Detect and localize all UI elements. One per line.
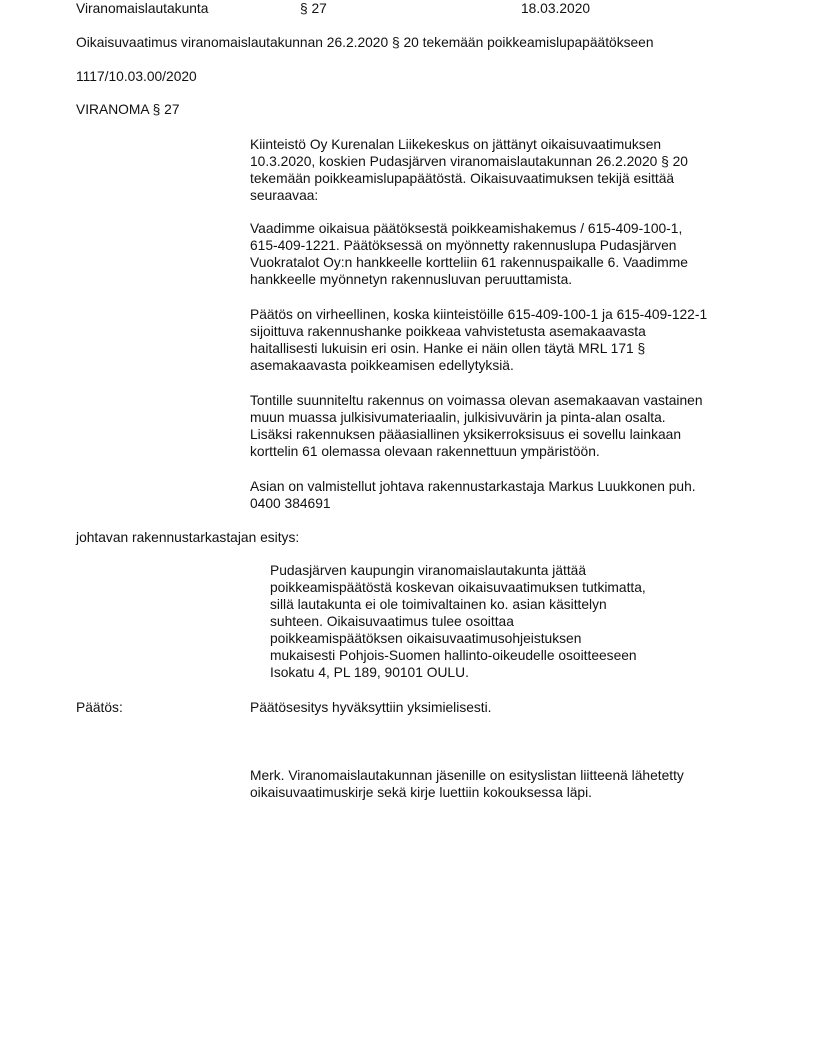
body-paragraph-4: Tontille suunniteltu rakennus on voimassa olevan asemakaavan vastainen muun muassa julkisivumateriaalin, julkisivuvärin ja pinta-alan osalta. Lisäksi rakennuksen pääasiallinen yksikerroksisuus ei sovellu lainkaan korttelin 61 olemassa olevaan rakennettuun ympäristöön. xyxy=(250,393,703,459)
decision-label: Päätös: xyxy=(76,700,123,715)
body-paragraph-2: Vaadimme oikaisua päätöksestä poikkeamishakemus / 615-409-100-1, 615-409-1221. Päätöksessä on myönnetty rakennuslupa Pudasjärven Vuokratalot Oy:n hankkeelle kortteliin 61 rakennuspaikalle 6. Vaadimme hankkeelle myönnetyn rakennusluvan peruuttamista. xyxy=(250,221,688,287)
header-section: § 27 xyxy=(300,1,327,16)
proposal-text: Pudasjärven kaupungin viranomaislautakunta jättää poikkeamispäätöstä koskevan oikaisuvaatimuksen tutkimatta, sillä lautakunta ei ole toimivaltainen ko. asian käsittelyn suhteen. Oikaisuvaatimus tulee osoittaa poikkeamispäätöksen oikaisuvaatimusohjeistuksen mukaisesti Pohjois-Suomen hallinto-oikeudelle osoitteeseen Isokatu 4, PL 189, 90101 OULU. xyxy=(270,563,646,680)
decision-text: Päätösesitys hyväksyttiin yksimielisesti. xyxy=(250,700,492,715)
note-text: Merk. Viranomaislautakunnan jäsenille on esityslistan liitteenä lähetetty oikaisuvaatimuskirje sekä kirje luettiin kokouksessa läpi. xyxy=(250,768,684,800)
header-date: 18.03.2020 xyxy=(521,1,591,16)
header-organization: Viranomaislautakunta xyxy=(76,1,209,16)
body-paragraph-3: Päätös on virheellinen, koska kiinteistöille 615-409-100-1 ja 615-409-122-1 sijoittuva rakennushanke poikkeaa vahvistetusta asemakaavasta haitallisesti lukuisin eri osin. Hanke ei näin ollen täytä MRL 171 § asemakaavasta poikkeamisen edellytyksiä. xyxy=(250,307,708,373)
record-number: 1117/10.03.00/2020 xyxy=(76,69,197,84)
proposal-label: johtavan rakennustarkastajan esitys: xyxy=(76,530,300,545)
reference-code: VIRANOMA § 27 xyxy=(76,102,180,117)
document-title: Oikaisuvaatimus viranomaislautakunnan 26.2.2020 § 20 tekemään poikkeamislupapäätökseen xyxy=(76,35,654,50)
preparer-info: Asian on valmistellut johtava rakennustarkastaja Markus Luukkonen puh. 0400 384691 xyxy=(250,479,696,511)
body-paragraph-1: Kiinteistö Oy Kurenalan Liikekeskus on jättänyt oikaisuvaatimuksen 10.3.2020, koskien Pudasjärven viranomaislautakunnan 26.2.2020 § 20 tekemään poikkeamislupapäätöstä. Oikaisuvaatimuksen tekijä esittää seuraavaa: xyxy=(250,137,688,203)
